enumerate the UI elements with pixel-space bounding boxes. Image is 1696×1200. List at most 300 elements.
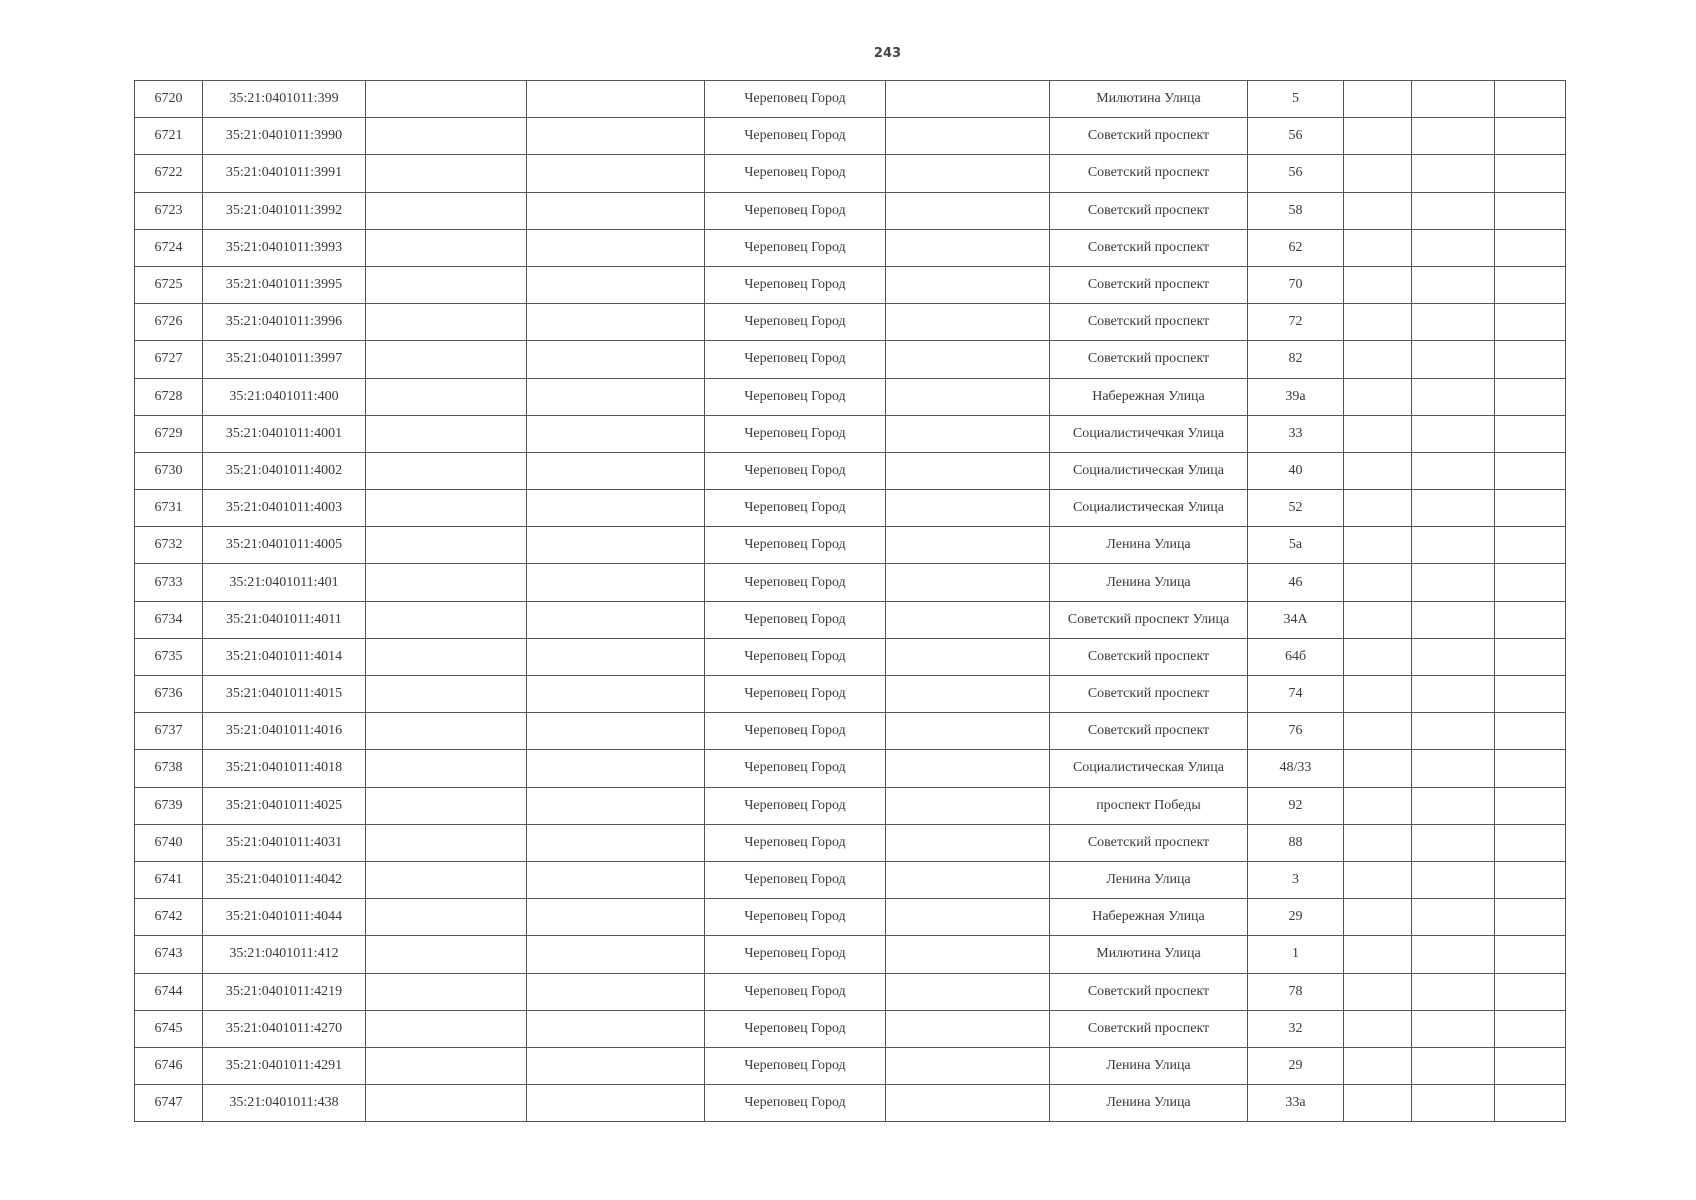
- empty-cell: [527, 192, 705, 229]
- table-row: [135, 638, 1566, 675]
- street-cell: Социалистичечкая Улица: [1050, 415, 1248, 452]
- cadastral-number-cell: 35:21:0401011:3992: [203, 192, 366, 229]
- empty-cell: [527, 564, 705, 601]
- table-row: [135, 824, 1566, 861]
- house-number-cell: 48/33: [1248, 750, 1344, 787]
- house-number-cell: 62: [1248, 229, 1344, 266]
- empty-cell: [527, 861, 705, 898]
- table-row: [135, 304, 1566, 341]
- street-cell: Советский проспект: [1050, 118, 1248, 155]
- table-row: [135, 527, 1566, 564]
- street-cell: проспект Победы: [1050, 787, 1248, 824]
- house-number-cell: 29: [1248, 1047, 1344, 1084]
- empty-cell: [527, 601, 705, 638]
- empty-cell: [1412, 341, 1495, 378]
- row-number-cell: 6729: [135, 415, 203, 452]
- empty-cell: [1412, 155, 1495, 192]
- settlement-cell: Череповец Город: [705, 415, 886, 452]
- house-number-cell: 64б: [1248, 638, 1344, 675]
- empty-cell: [1495, 861, 1566, 898]
- cadastral-number-cell: 35:21:0401011:4001: [203, 415, 366, 452]
- empty-cell: [886, 81, 1050, 118]
- empty-cell: [527, 787, 705, 824]
- empty-cell: [1495, 750, 1566, 787]
- empty-cell: [886, 192, 1050, 229]
- house-number-cell: 1: [1248, 936, 1344, 973]
- empty-cell: [1344, 118, 1412, 155]
- empty-cell: [1344, 192, 1412, 229]
- empty-cell: [1344, 676, 1412, 713]
- empty-cell: [527, 341, 705, 378]
- empty-cell: [366, 81, 527, 118]
- street-cell: Набережная Улица: [1050, 378, 1248, 415]
- empty-cell: [1344, 787, 1412, 824]
- house-number-cell: 72: [1248, 304, 1344, 341]
- settlement-cell: Череповец Город: [705, 638, 886, 675]
- row-number-cell: 6747: [135, 1085, 203, 1122]
- settlement-cell: Череповец Город: [705, 973, 886, 1010]
- empty-cell: [1412, 378, 1495, 415]
- settlement-cell: Череповец Город: [705, 266, 886, 303]
- empty-cell: [886, 750, 1050, 787]
- empty-cell: [366, 490, 527, 527]
- empty-cell: [886, 564, 1050, 601]
- cadastral-number-cell: 35:21:0401011:399: [203, 81, 366, 118]
- table-row: [135, 1010, 1566, 1047]
- empty-cell: [527, 81, 705, 118]
- table-row: [135, 229, 1566, 266]
- settlement-cell: Череповец Город: [705, 304, 886, 341]
- row-number-cell: 6725: [135, 266, 203, 303]
- settlement-cell: Череповец Город: [705, 899, 886, 936]
- settlement-cell: Череповец Город: [705, 341, 886, 378]
- street-cell: Ленина Улица: [1050, 564, 1248, 601]
- empty-cell: [1344, 638, 1412, 675]
- empty-cell: [1344, 1047, 1412, 1084]
- empty-cell: [366, 527, 527, 564]
- table-body: [135, 81, 1566, 1122]
- settlement-cell: Череповец Город: [705, 787, 886, 824]
- cadastral-number-cell: 35:21:0401011:3990: [203, 118, 366, 155]
- empty-cell: [1495, 81, 1566, 118]
- empty-cell: [1412, 192, 1495, 229]
- empty-cell: [886, 973, 1050, 1010]
- empty-cell: [886, 490, 1050, 527]
- house-number-cell: 92: [1248, 787, 1344, 824]
- empty-cell: [1344, 936, 1412, 973]
- empty-cell: [527, 713, 705, 750]
- street-cell: Советский проспект: [1050, 638, 1248, 675]
- empty-cell: [886, 638, 1050, 675]
- table-row: [135, 378, 1566, 415]
- empty-cell: [366, 787, 527, 824]
- street-cell: Советский проспект: [1050, 713, 1248, 750]
- row-number-cell: 6740: [135, 824, 203, 861]
- empty-cell: [1495, 1085, 1566, 1122]
- street-cell: Милютина Улица: [1050, 936, 1248, 973]
- table-row: [135, 564, 1566, 601]
- empty-cell: [1344, 899, 1412, 936]
- table-row: [135, 861, 1566, 898]
- empty-cell: [1344, 1010, 1412, 1047]
- register-table: [134, 80, 1566, 1122]
- empty-cell: [527, 266, 705, 303]
- table-row: [135, 676, 1566, 713]
- empty-cell: [527, 1085, 705, 1122]
- empty-cell: [527, 676, 705, 713]
- empty-cell: [366, 415, 527, 452]
- cadastral-number-cell: 35:21:0401011:4014: [203, 638, 366, 675]
- empty-cell: [1495, 1010, 1566, 1047]
- empty-cell: [886, 378, 1050, 415]
- page-number: 243: [873, 46, 902, 61]
- cadastral-number-cell: 35:21:0401011:3997: [203, 341, 366, 378]
- empty-cell: [1412, 490, 1495, 527]
- settlement-cell: Череповец Город: [705, 1010, 886, 1047]
- empty-cell: [1412, 676, 1495, 713]
- empty-cell: [1344, 81, 1412, 118]
- empty-cell: [527, 229, 705, 266]
- street-cell: Советский проспект: [1050, 973, 1248, 1010]
- cadastral-number-cell: 35:21:0401011:3993: [203, 229, 366, 266]
- row-number-cell: 6730: [135, 452, 203, 489]
- house-number-cell: 70: [1248, 266, 1344, 303]
- settlement-cell: Череповец Город: [705, 378, 886, 415]
- house-number-cell: 29: [1248, 899, 1344, 936]
- empty-cell: [527, 490, 705, 527]
- street-cell: Ленина Улица: [1050, 1047, 1248, 1084]
- cadastral-number-cell: 35:21:0401011:4042: [203, 861, 366, 898]
- row-number-cell: 6735: [135, 638, 203, 675]
- row-number-cell: 6733: [135, 564, 203, 601]
- settlement-cell: Череповец Город: [705, 750, 886, 787]
- cadastral-number-cell: 35:21:0401011:3991: [203, 155, 366, 192]
- empty-cell: [1495, 601, 1566, 638]
- empty-cell: [1412, 304, 1495, 341]
- empty-cell: [886, 936, 1050, 973]
- settlement-cell: Череповец Город: [705, 527, 886, 564]
- empty-cell: [1495, 341, 1566, 378]
- street-cell: Советский проспект: [1050, 192, 1248, 229]
- empty-cell: [366, 452, 527, 489]
- row-number-cell: 6727: [135, 341, 203, 378]
- empty-cell: [1412, 452, 1495, 489]
- empty-cell: [1344, 973, 1412, 1010]
- house-number-cell: 5а: [1248, 527, 1344, 564]
- row-number-cell: 6744: [135, 973, 203, 1010]
- empty-cell: [1412, 1085, 1495, 1122]
- empty-cell: [1412, 787, 1495, 824]
- empty-cell: [1495, 787, 1566, 824]
- table-row: [135, 118, 1566, 155]
- empty-cell: [366, 750, 527, 787]
- row-number-cell: 6724: [135, 229, 203, 266]
- house-number-cell: 3: [1248, 861, 1344, 898]
- empty-cell: [1495, 229, 1566, 266]
- empty-cell: [366, 1010, 527, 1047]
- empty-cell: [366, 1047, 527, 1084]
- settlement-cell: Череповец Город: [705, 713, 886, 750]
- cadastral-number-cell: 35:21:0401011:4270: [203, 1010, 366, 1047]
- empty-cell: [527, 973, 705, 1010]
- empty-cell: [886, 601, 1050, 638]
- table-row: [135, 601, 1566, 638]
- empty-cell: [527, 527, 705, 564]
- empty-cell: [1412, 81, 1495, 118]
- empty-cell: [886, 1085, 1050, 1122]
- table-row: [135, 415, 1566, 452]
- house-number-cell: 5: [1248, 81, 1344, 118]
- street-cell: Советский проспект: [1050, 824, 1248, 861]
- empty-cell: [886, 452, 1050, 489]
- empty-cell: [366, 378, 527, 415]
- empty-cell: [1495, 490, 1566, 527]
- street-cell: Социалистическая Улица: [1050, 750, 1248, 787]
- empty-cell: [886, 118, 1050, 155]
- empty-cell: [1344, 490, 1412, 527]
- empty-cell: [1412, 601, 1495, 638]
- empty-cell: [527, 415, 705, 452]
- empty-cell: [1412, 750, 1495, 787]
- empty-cell: [1495, 973, 1566, 1010]
- row-number-cell: 6720: [135, 81, 203, 118]
- settlement-cell: Череповец Город: [705, 1047, 886, 1084]
- empty-cell: [886, 713, 1050, 750]
- table-row: [135, 899, 1566, 936]
- empty-cell: [366, 936, 527, 973]
- empty-cell: [886, 304, 1050, 341]
- empty-cell: [366, 229, 527, 266]
- empty-cell: [527, 378, 705, 415]
- row-number-cell: 6728: [135, 378, 203, 415]
- empty-cell: [1412, 973, 1495, 1010]
- empty-cell: [366, 341, 527, 378]
- empty-cell: [1344, 378, 1412, 415]
- row-number-cell: 6743: [135, 936, 203, 973]
- empty-cell: [1412, 936, 1495, 973]
- row-number-cell: 6723: [135, 192, 203, 229]
- empty-cell: [366, 973, 527, 1010]
- empty-cell: [1495, 527, 1566, 564]
- street-cell: Ленина Улица: [1050, 861, 1248, 898]
- empty-cell: [1495, 415, 1566, 452]
- street-cell: Советский проспект: [1050, 304, 1248, 341]
- empty-cell: [527, 824, 705, 861]
- cadastral-number-cell: 35:21:0401011:438: [203, 1085, 366, 1122]
- empty-cell: [1344, 601, 1412, 638]
- empty-cell: [366, 601, 527, 638]
- empty-cell: [366, 1085, 527, 1122]
- empty-cell: [1412, 861, 1495, 898]
- empty-cell: [1344, 341, 1412, 378]
- empty-cell: [366, 155, 527, 192]
- empty-cell: [886, 266, 1050, 303]
- house-number-cell: 78: [1248, 973, 1344, 1010]
- house-number-cell: 33: [1248, 415, 1344, 452]
- empty-cell: [886, 676, 1050, 713]
- house-number-cell: 58: [1248, 192, 1344, 229]
- empty-cell: [366, 638, 527, 675]
- settlement-cell: Череповец Город: [705, 601, 886, 638]
- house-number-cell: 52: [1248, 490, 1344, 527]
- settlement-cell: Череповец Город: [705, 81, 886, 118]
- empty-cell: [366, 861, 527, 898]
- row-number-cell: 6742: [135, 899, 203, 936]
- house-number-cell: 76: [1248, 713, 1344, 750]
- cadastral-number-cell: 35:21:0401011:4291: [203, 1047, 366, 1084]
- row-number-cell: 6731: [135, 490, 203, 527]
- empty-cell: [1344, 229, 1412, 266]
- empty-cell: [886, 787, 1050, 824]
- empty-cell: [1412, 415, 1495, 452]
- empty-cell: [1344, 1085, 1412, 1122]
- empty-cell: [527, 452, 705, 489]
- empty-cell: [527, 899, 705, 936]
- empty-cell: [366, 899, 527, 936]
- empty-cell: [886, 1047, 1050, 1084]
- empty-cell: [1495, 936, 1566, 973]
- cadastral-number-cell: 35:21:0401011:4025: [203, 787, 366, 824]
- empty-cell: [886, 861, 1050, 898]
- street-cell: Советский проспект: [1050, 676, 1248, 713]
- empty-cell: [886, 899, 1050, 936]
- empty-cell: [1495, 564, 1566, 601]
- empty-cell: [366, 304, 527, 341]
- empty-cell: [527, 304, 705, 341]
- settlement-cell: Череповец Город: [705, 192, 886, 229]
- street-cell: Ленина Улица: [1050, 1085, 1248, 1122]
- empty-cell: [527, 1047, 705, 1084]
- empty-cell: [1344, 527, 1412, 564]
- empty-cell: [527, 936, 705, 973]
- street-cell: Советский проспект: [1050, 266, 1248, 303]
- house-number-cell: 32: [1248, 1010, 1344, 1047]
- table-row: [135, 266, 1566, 303]
- street-cell: Милютина Улица: [1050, 81, 1248, 118]
- table-row: [135, 973, 1566, 1010]
- house-number-cell: 34А: [1248, 601, 1344, 638]
- empty-cell: [1344, 452, 1412, 489]
- table-row: [135, 490, 1566, 527]
- empty-cell: [1344, 266, 1412, 303]
- settlement-cell: Череповец Город: [705, 452, 886, 489]
- settlement-cell: Череповец Город: [705, 824, 886, 861]
- street-cell: Социалистическая Улица: [1050, 452, 1248, 489]
- row-number-cell: 6736: [135, 676, 203, 713]
- house-number-cell: 39а: [1248, 378, 1344, 415]
- empty-cell: [1495, 638, 1566, 675]
- empty-cell: [527, 118, 705, 155]
- row-number-cell: 6741: [135, 861, 203, 898]
- row-number-cell: 6721: [135, 118, 203, 155]
- empty-cell: [1344, 861, 1412, 898]
- house-number-cell: 56: [1248, 118, 1344, 155]
- street-cell: Советский проспект: [1050, 341, 1248, 378]
- settlement-cell: Череповец Город: [705, 936, 886, 973]
- table-row: [135, 155, 1566, 192]
- cadastral-number-cell: 35:21:0401011:4002: [203, 452, 366, 489]
- empty-cell: [1344, 750, 1412, 787]
- row-number-cell: 6732: [135, 527, 203, 564]
- cadastral-number-cell: 35:21:0401011:3995: [203, 266, 366, 303]
- table-row: [135, 1047, 1566, 1084]
- settlement-cell: Череповец Город: [705, 229, 886, 266]
- table-row: [135, 1085, 1566, 1122]
- row-number-cell: 6746: [135, 1047, 203, 1084]
- empty-cell: [1344, 824, 1412, 861]
- table-row: [135, 81, 1566, 118]
- empty-cell: [366, 118, 527, 155]
- house-number-cell: 88: [1248, 824, 1344, 861]
- empty-cell: [886, 341, 1050, 378]
- cadastral-number-cell: 35:21:0401011:4044: [203, 899, 366, 936]
- empty-cell: [1495, 118, 1566, 155]
- settlement-cell: Череповец Город: [705, 1085, 886, 1122]
- cadastral-number-cell: 35:21:0401011:4005: [203, 527, 366, 564]
- street-cell: Набережная Улица: [1050, 899, 1248, 936]
- empty-cell: [1412, 1010, 1495, 1047]
- settlement-cell: Череповец Город: [705, 564, 886, 601]
- table-row: [135, 713, 1566, 750]
- empty-cell: [886, 415, 1050, 452]
- cadastral-number-cell: 35:21:0401011:412: [203, 936, 366, 973]
- cadastral-number-cell: 35:21:0401011:4018: [203, 750, 366, 787]
- empty-cell: [886, 527, 1050, 564]
- empty-cell: [366, 192, 527, 229]
- empty-cell: [1495, 266, 1566, 303]
- empty-cell: [1495, 192, 1566, 229]
- table-row: [135, 936, 1566, 973]
- settlement-cell: Череповец Город: [705, 676, 886, 713]
- cadastral-number-cell: 35:21:0401011:4011: [203, 601, 366, 638]
- empty-cell: [527, 638, 705, 675]
- row-number-cell: 6734: [135, 601, 203, 638]
- house-number-cell: 46: [1248, 564, 1344, 601]
- empty-cell: [1412, 266, 1495, 303]
- empty-cell: [1344, 564, 1412, 601]
- empty-cell: [366, 564, 527, 601]
- empty-cell: [1495, 899, 1566, 936]
- street-cell: Социалистическая Улица: [1050, 490, 1248, 527]
- empty-cell: [366, 676, 527, 713]
- empty-cell: [1412, 527, 1495, 564]
- cadastral-number-cell: 35:21:0401011:400: [203, 378, 366, 415]
- settlement-cell: Череповец Город: [705, 490, 886, 527]
- empty-cell: [1495, 378, 1566, 415]
- house-number-cell: 82: [1248, 341, 1344, 378]
- row-number-cell: 6722: [135, 155, 203, 192]
- empty-cell: [1412, 118, 1495, 155]
- empty-cell: [886, 1010, 1050, 1047]
- row-number-cell: 6738: [135, 750, 203, 787]
- row-number-cell: 6739: [135, 787, 203, 824]
- street-cell: Советский проспект: [1050, 229, 1248, 266]
- house-number-cell: 40: [1248, 452, 1344, 489]
- cadastral-number-cell: 35:21:0401011:4031: [203, 824, 366, 861]
- table-row: [135, 341, 1566, 378]
- empty-cell: [1495, 713, 1566, 750]
- empty-cell: [1495, 1047, 1566, 1084]
- cadastral-number-cell: 35:21:0401011:4015: [203, 676, 366, 713]
- cadastral-number-cell: 35:21:0401011:3996: [203, 304, 366, 341]
- empty-cell: [1495, 824, 1566, 861]
- empty-cell: [1495, 452, 1566, 489]
- empty-cell: [1412, 713, 1495, 750]
- empty-cell: [366, 824, 527, 861]
- house-number-cell: 74: [1248, 676, 1344, 713]
- empty-cell: [1495, 155, 1566, 192]
- settlement-cell: Череповец Город: [705, 118, 886, 155]
